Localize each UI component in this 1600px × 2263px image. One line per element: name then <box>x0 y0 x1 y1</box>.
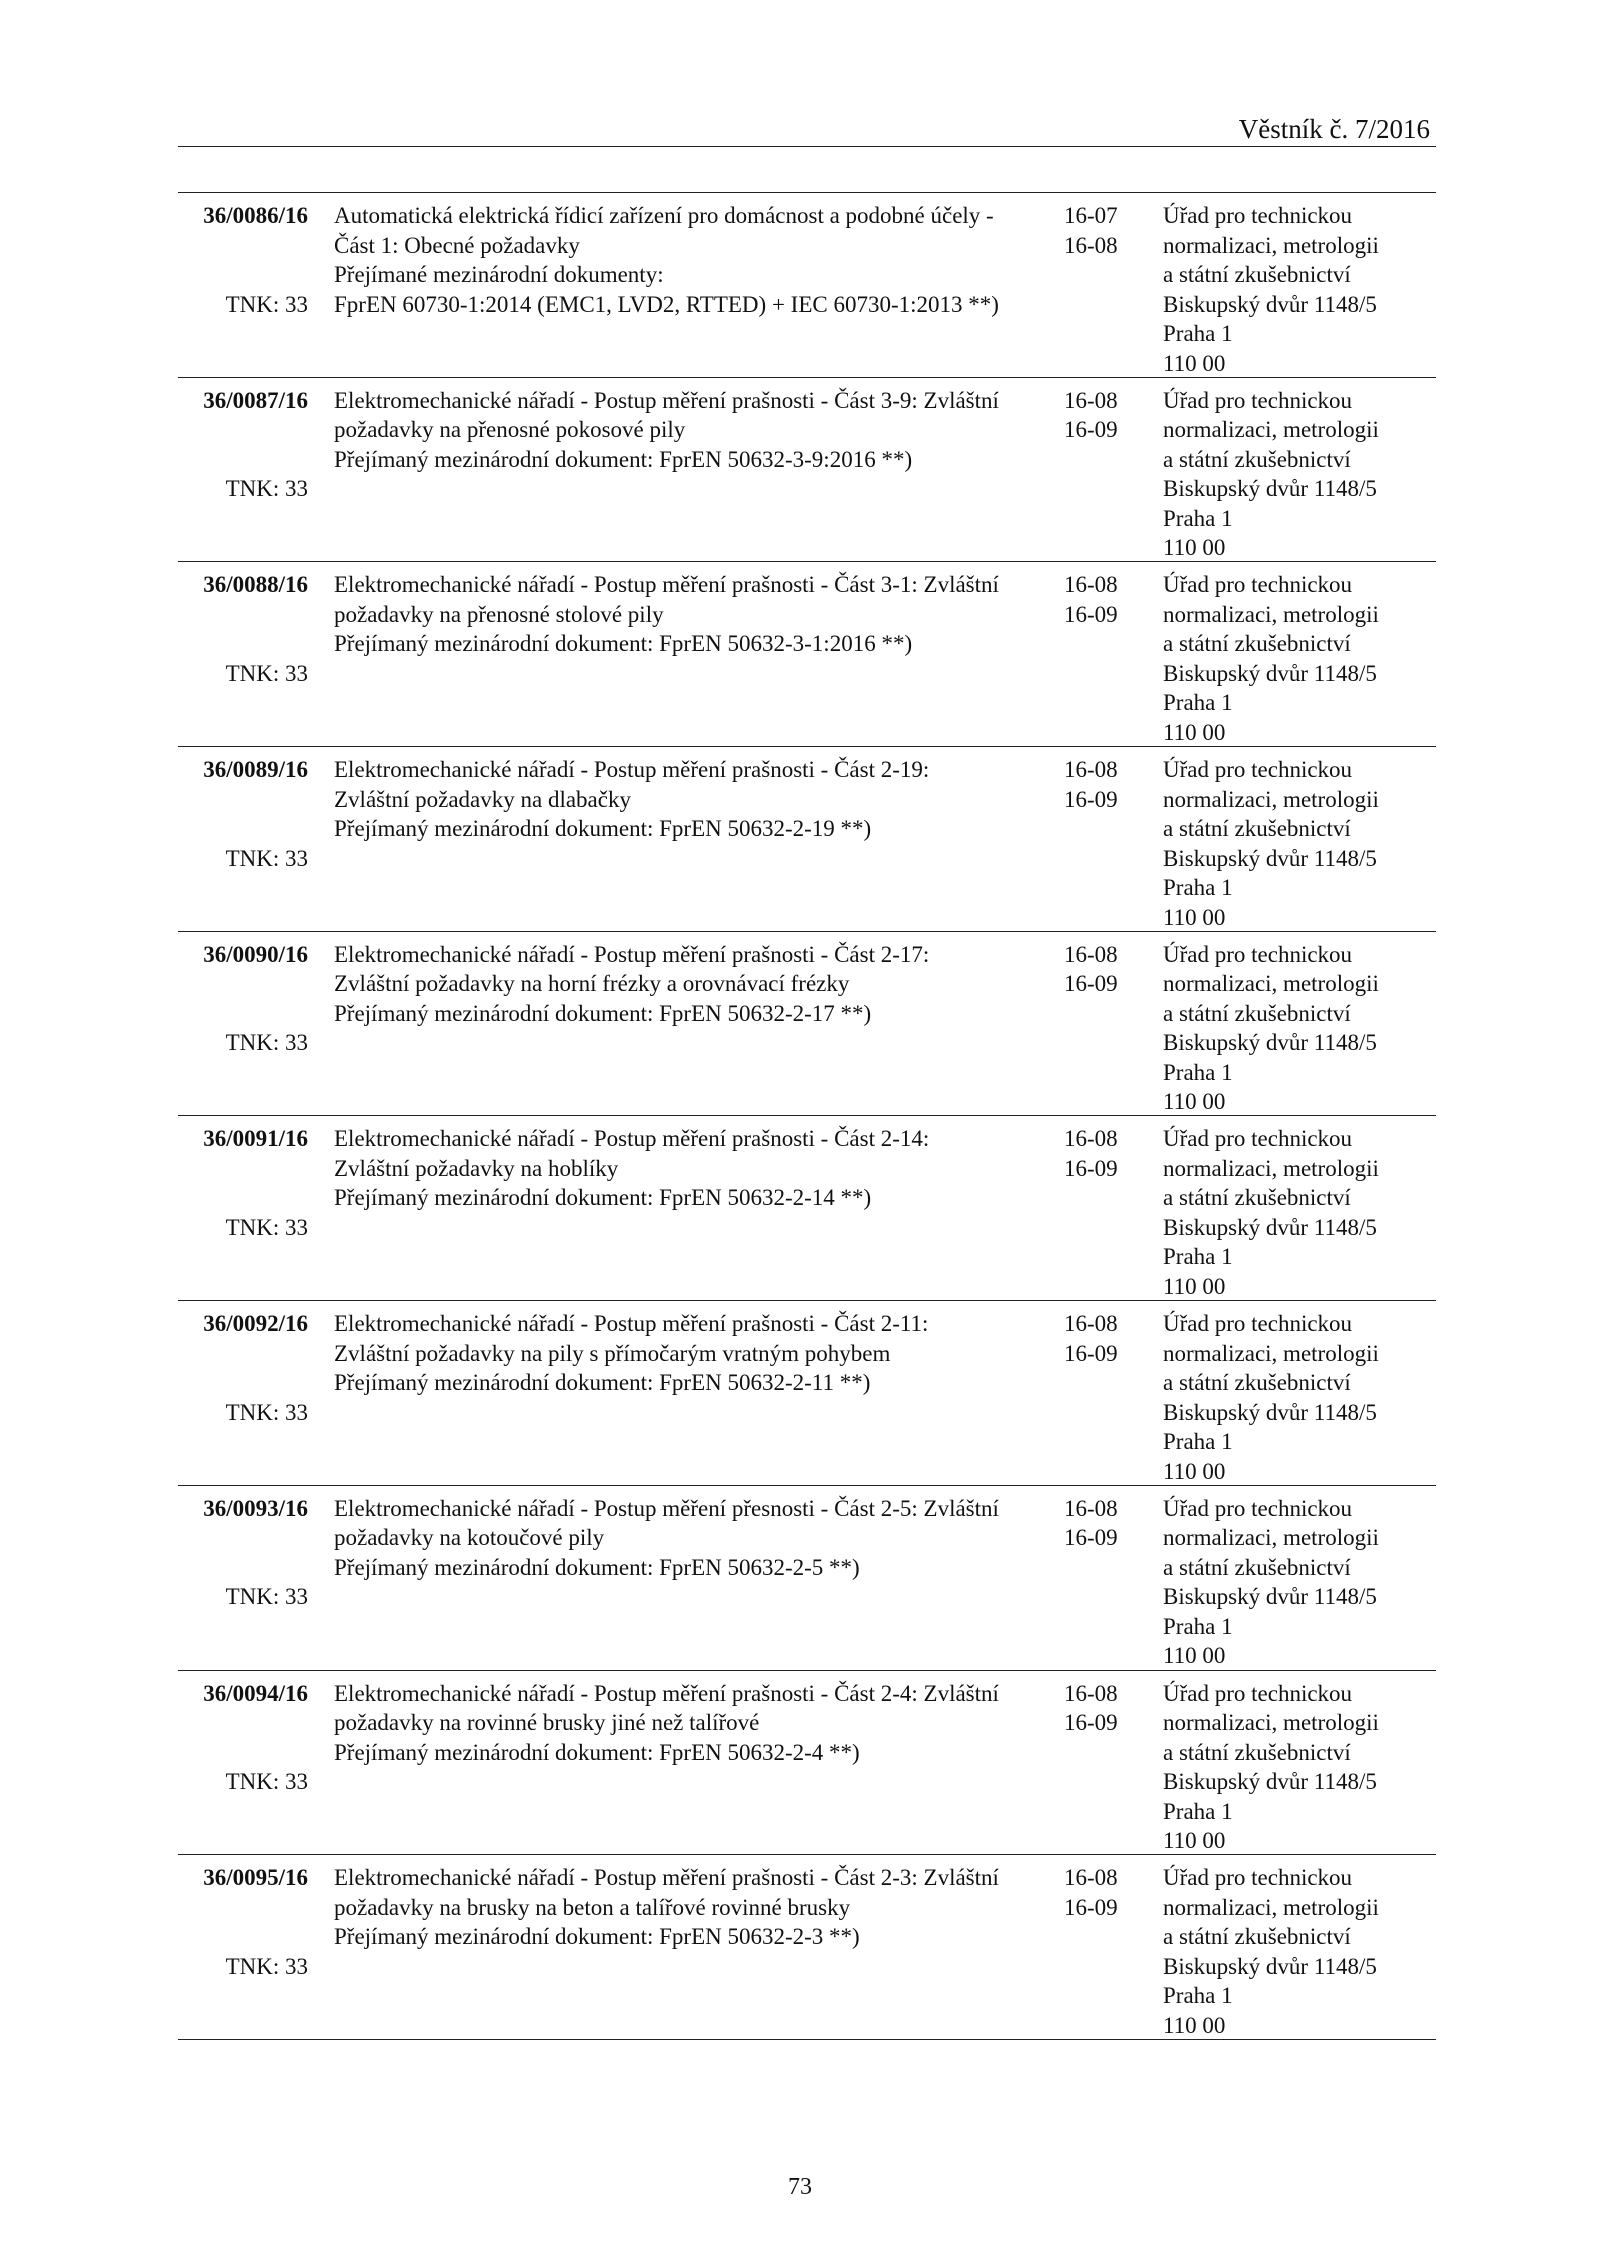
entry-dates-cell <box>1064 201 1134 260</box>
entry-office-line: Úřad pro technickou <box>1163 1126 1353 1152</box>
table-row <box>178 931 1436 1116</box>
entry-title-line: Přejímaný mezinárodní dokument: FprEN 50632-2-3 **) <box>334 1924 860 1950</box>
entry-office-line: Úřad pro technickou <box>1163 941 1353 967</box>
entry-date: 16-09 <box>1064 1340 1118 1366</box>
entry-office-line: Biskupský dvůr 1148/5 <box>1163 1214 1377 1240</box>
entry-office-line: Biskupský dvůr 1148/5 <box>1163 1584 1377 1610</box>
entry-office-line: 110 00 <box>1163 1089 1226 1115</box>
entry-office-line: Praha 1 <box>1163 505 1233 531</box>
entry-office-line: Praha 1 <box>1163 1613 1233 1639</box>
entry-office-line: normalizaci, metrologii <box>1163 1525 1379 1551</box>
entry-number-cell <box>178 1124 308 1242</box>
entry-date: 16-08 <box>1064 572 1118 598</box>
entry-office-line: a státní zkušebnictví <box>1163 1554 1351 1580</box>
entry-date: 16-08 <box>1064 232 1118 258</box>
entry-office-cell <box>1163 755 1433 932</box>
entry-office-line: Praha 1 <box>1163 875 1233 901</box>
entry-office-line: a státní zkušebnictví <box>1163 1000 1351 1026</box>
entry-office-line: Biskupský dvůr 1148/5 <box>1163 1953 1377 1979</box>
entry-title-line: požadavky na přenosné pokosové pily <box>334 417 686 443</box>
entry-date: 16-07 <box>1064 203 1118 228</box>
entry-office-line: a státní zkušebnictví <box>1163 631 1351 657</box>
entry-title-line: Automatická elektrická řídicí zařízení pro domácnost a podobné účely - <box>334 203 994 228</box>
entry-office-line: Úřad pro technickou <box>1163 1680 1353 1706</box>
standards-table <box>178 192 1436 2040</box>
entry-office-line: Biskupský dvůr 1148/5 <box>1163 845 1377 871</box>
entry-office-line: Praha 1 <box>1163 1059 1233 1085</box>
entry-title-line: Elektromechanické nářadí - Postup měření prašnosti - Část 2-19: <box>334 757 930 783</box>
entry-dates-cell <box>1064 386 1134 445</box>
entry-title-line: Zvláštní požadavky na dlabačky <box>334 786 631 812</box>
entry-dates-cell <box>1064 1679 1134 1738</box>
entry-number-cell <box>178 1863 308 1981</box>
entry-office-line: Praha 1 <box>1163 1983 1233 2009</box>
table-row <box>178 1115 1436 1300</box>
entry-office-line: normalizaci, metrologii <box>1163 417 1379 443</box>
entry-office-line: a státní zkušebnictví <box>1163 446 1351 472</box>
entry-office-line: 110 00 <box>1163 904 1226 930</box>
entry-number-cell <box>178 570 308 688</box>
entry-office-cell <box>1163 1309 1433 1486</box>
entry-date: 16-08 <box>1064 1311 1118 1337</box>
entry-title-line: Přejímaný mezinárodní dokument: FprEN 50632-2-11 **) <box>334 1370 871 1396</box>
entry-title-cell <box>334 386 1054 475</box>
entry-code: 36/0091/16 <box>203 1126 308 1152</box>
entry-title-line: Přejímaný mezinárodní dokument: FprEN 50632-2-5 **) <box>334 1554 860 1580</box>
entry-title-line: Elektromechanické nářadí - Postup měření prašnosti - Část 2-11: <box>334 1311 929 1337</box>
entry-title-cell <box>334 201 1054 319</box>
entry-office-line: Biskupský dvůr 1148/5 <box>1163 291 1377 317</box>
entry-date: 16-09 <box>1064 1525 1118 1551</box>
entry-title-line: Přejímané mezinárodní dokumenty: <box>334 262 664 287</box>
entry-office-line: Biskupský dvůr 1148/5 <box>1163 660 1377 686</box>
entry-title-line: Elektromechanické nářadí - Postup měření prašnosti - Část 2-4: Zvláštní <box>334 1680 999 1706</box>
entry-date: 16-09 <box>1064 1710 1118 1735</box>
entry-office-line: Úřad pro technickou <box>1163 757 1353 783</box>
entry-office-line: a státní zkušebnictví <box>1163 262 1351 287</box>
entry-title-line: požadavky na brusky na beton a talířové rovinné brusky <box>334 1894 851 1920</box>
entry-tnk: TNK: 33 <box>225 1030 308 1056</box>
entry-date: 16-09 <box>1064 601 1118 627</box>
entry-code: 36/0090/16 <box>203 941 308 967</box>
entry-date: 16-08 <box>1064 1680 1118 1706</box>
entry-title-line: požadavky na přenosné stolové pily <box>334 601 664 627</box>
entry-code: 36/0089/16 <box>203 757 308 783</box>
entry-title-cell <box>334 1863 1054 1952</box>
entry-title-cell <box>334 1309 1054 1398</box>
entry-date: 16-09 <box>1064 417 1118 443</box>
entry-office-line: a státní zkušebnictví <box>1163 1185 1351 1211</box>
entry-tnk: TNK: 33 <box>225 1584 308 1610</box>
entry-office-line: 110 00 <box>1163 1643 1226 1669</box>
entry-office-line: 110 00 <box>1163 1273 1226 1299</box>
entry-dates-cell <box>1064 940 1134 999</box>
entry-title-line: Přejímaný mezinárodní dokument: FprEN 50632-3-9:2016 **) <box>334 446 913 472</box>
entry-tnk: TNK: 33 <box>225 1953 308 1979</box>
entry-office-line: 110 00 <box>1163 535 1226 561</box>
entry-title-line: Přejímaný mezinárodní dokument: FprEN 50632-2-17 **) <box>334 1000 872 1026</box>
entry-code: 36/0088/16 <box>203 572 308 598</box>
entry-date: 16-09 <box>1064 1155 1118 1181</box>
entry-title-line: Přejímaný mezinárodní dokument: FprEN 50632-2-14 **) <box>334 1185 872 1211</box>
entry-dates-cell <box>1064 1863 1134 1922</box>
entry-title-line: Elektromechanické nářadí - Postup měření prašnosti - Část 2-14: <box>334 1126 930 1152</box>
entry-code: 36/0094/16 <box>203 1680 308 1706</box>
entry-code: 36/0092/16 <box>203 1311 308 1337</box>
entry-date: 16-08 <box>1064 387 1118 413</box>
entry-office-line: Praha 1 <box>1163 1798 1233 1824</box>
entry-number-cell <box>178 201 308 319</box>
entry-office-line: a státní zkušebnictví <box>1163 1739 1351 1765</box>
entry-office-line: Praha 1 <box>1163 321 1233 346</box>
entry-code: 36/0086/16 <box>203 203 308 228</box>
entry-date: 16-09 <box>1064 971 1118 997</box>
entry-title-line: FprEN 60730-1:2014 (EMC1, LVD2, RTTED) + IEC 60730-1:2013 **) <box>334 291 999 317</box>
entry-office-line: normalizaci, metrologii <box>1163 1155 1379 1181</box>
entry-title-line: Přejímaný mezinárodní dokument: FprEN 50632-2-4 **) <box>334 1739 860 1765</box>
entry-title-line: Elektromechanické nářadí - Postup měření prašnosti - Část 3-1: Zvláštní <box>334 572 999 598</box>
entry-date: 16-08 <box>1064 941 1118 967</box>
entry-dates-cell <box>1064 570 1134 629</box>
entry-title-cell <box>334 570 1054 659</box>
entry-tnk: TNK: 33 <box>225 291 308 317</box>
entry-tnk: TNK: 33 <box>225 1769 308 1794</box>
entry-number-cell <box>178 940 308 1058</box>
entry-office-line: a státní zkušebnictví <box>1163 1370 1351 1396</box>
entry-office-line: Úřad pro technickou <box>1163 1865 1353 1891</box>
entry-office-line: Biskupský dvůr 1148/5 <box>1163 476 1377 502</box>
entry-office-line: normalizaci, metrologii <box>1163 786 1379 812</box>
entry-office-line: 110 00 <box>1163 1828 1226 1853</box>
entry-office-cell <box>1163 1124 1433 1301</box>
entry-office-line: 110 00 <box>1163 2012 1226 2038</box>
entry-date: 16-09 <box>1064 1894 1118 1920</box>
entry-tnk: TNK: 33 <box>225 845 308 871</box>
entry-title-line: požadavky na kotoučové pily <box>334 1525 605 1551</box>
entry-code: 36/0093/16 <box>203 1495 308 1521</box>
entry-dates-cell <box>1064 1124 1134 1183</box>
entry-title-cell <box>334 755 1054 844</box>
table-row <box>178 561 1436 746</box>
entry-office-cell <box>1163 1863 1433 2040</box>
entry-title-line: Zvláštní požadavky na horní frézky a orovnávací frézky <box>334 971 850 997</box>
table-row <box>178 192 1436 377</box>
table-row <box>178 377 1436 562</box>
entry-title-line: Přejímaný mezinárodní dokument: FprEN 50632-2-19 **) <box>334 816 872 842</box>
entry-date: 16-08 <box>1064 757 1118 783</box>
entry-tnk: TNK: 33 <box>225 1399 308 1425</box>
entry-office-line: normalizaci, metrologii <box>1163 1340 1379 1366</box>
entry-office-line: normalizaci, metrologii <box>1163 232 1379 258</box>
entry-dates-cell <box>1064 1494 1134 1553</box>
entry-title-line: Část 1: Obecné požadavky <box>334 232 580 258</box>
entry-office-cell <box>1163 940 1433 1117</box>
entry-office-line: Úřad pro technickou <box>1163 1495 1353 1521</box>
entry-office-cell <box>1163 386 1433 563</box>
entry-tnk: TNK: 33 <box>225 660 308 686</box>
entry-office-line: Biskupský dvůr 1148/5 <box>1163 1399 1377 1425</box>
entry-tnk: TNK: 33 <box>225 1214 308 1240</box>
entry-office-line: Biskupský dvůr 1148/5 <box>1163 1030 1377 1056</box>
entry-office-line: 110 00 <box>1163 719 1226 745</box>
entry-date: 16-08 <box>1064 1865 1118 1891</box>
entry-title-line: požadavky na rovinné brusky jiné než talířové <box>334 1710 760 1735</box>
entry-office-line: normalizaci, metrologii <box>1163 1894 1379 1920</box>
entry-office-line: Úřad pro technickou <box>1163 203 1353 228</box>
entry-office-line: 110 00 <box>1163 1458 1226 1484</box>
entry-title-cell <box>334 1679 1054 1768</box>
entry-office-line: a státní zkušebnictví <box>1163 816 1351 842</box>
table-row <box>178 1300 1436 1485</box>
entry-title-line: Přejímaný mezinárodní dokument: FprEN 50632-3-1:2016 **) <box>334 631 913 657</box>
entry-title-cell <box>334 1124 1054 1213</box>
entry-tnk: TNK: 33 <box>225 476 308 502</box>
entry-office-line: normalizaci, metrologii <box>1163 971 1379 997</box>
entry-office-cell <box>1163 1494 1433 1671</box>
entry-office-line: Úřad pro technickou <box>1163 1311 1353 1337</box>
entry-title-line: Elektromechanické nářadí - Postup měření prašnosti - Část 2-17: <box>334 941 930 967</box>
entry-date: 16-08 <box>1064 1126 1118 1152</box>
entry-office-line: Praha 1 <box>1163 690 1233 716</box>
entry-title-cell <box>334 1494 1054 1583</box>
entry-office-line: Praha 1 <box>1163 1429 1233 1455</box>
entry-title-line: Elektromechanické nářadí - Postup měření prašnosti - Část 3-9: Zvláštní <box>334 387 999 413</box>
entry-office-line: normalizaci, metrologii <box>1163 601 1379 627</box>
entry-date: 16-08 <box>1064 1495 1118 1521</box>
header-divider <box>178 146 1436 147</box>
entry-dates-cell <box>1064 755 1134 814</box>
entry-office-line: normalizaci, metrologii <box>1163 1710 1379 1735</box>
entry-number-cell <box>178 386 308 504</box>
page-number: 73 <box>788 2174 812 2200</box>
page-header: Věstník č. 7/2016 <box>1238 114 1430 144</box>
table-row <box>178 746 1436 931</box>
entry-office-cell <box>1163 201 1433 378</box>
entry-dates-cell <box>1064 1309 1134 1368</box>
entry-title-line: Elektromechanické nářadí - Postup měření přesnosti - Část 2-5: Zvláštní <box>334 1495 999 1521</box>
entry-office-line: a státní zkušebnictví <box>1163 1924 1351 1950</box>
entry-office-line: Biskupský dvůr 1148/5 <box>1163 1769 1377 1794</box>
entry-number-cell <box>178 1679 308 1797</box>
entry-title-line: Elektromechanické nářadí - Postup měření prašnosti - Část 2-3: Zvláštní <box>334 1865 999 1891</box>
entry-title-line: Zvláštní požadavky na hoblíky <box>334 1155 619 1181</box>
entry-office-line: Úřad pro technickou <box>1163 572 1353 598</box>
table-row <box>178 1670 1436 1855</box>
entry-date: 16-09 <box>1064 786 1118 812</box>
entry-office-line: Úřad pro technickou <box>1163 387 1353 413</box>
entry-number-cell <box>178 755 308 873</box>
entry-title-cell <box>334 940 1054 1029</box>
table-row <box>178 1854 1436 2039</box>
entry-office-cell <box>1163 1679 1433 1856</box>
entry-code: 36/0095/16 <box>203 1865 308 1891</box>
entry-office-cell <box>1163 570 1433 747</box>
entry-title-line: Zvláštní požadavky na pily s přímočarým vratným pohybem <box>334 1340 891 1366</box>
entry-office-line: Praha 1 <box>1163 1244 1233 1270</box>
entry-office-line: 110 00 <box>1163 350 1226 376</box>
entry-number-cell <box>178 1494 308 1612</box>
entry-number-cell <box>178 1309 308 1427</box>
entry-code: 36/0087/16 <box>203 387 308 413</box>
table-row <box>178 1485 1436 1670</box>
